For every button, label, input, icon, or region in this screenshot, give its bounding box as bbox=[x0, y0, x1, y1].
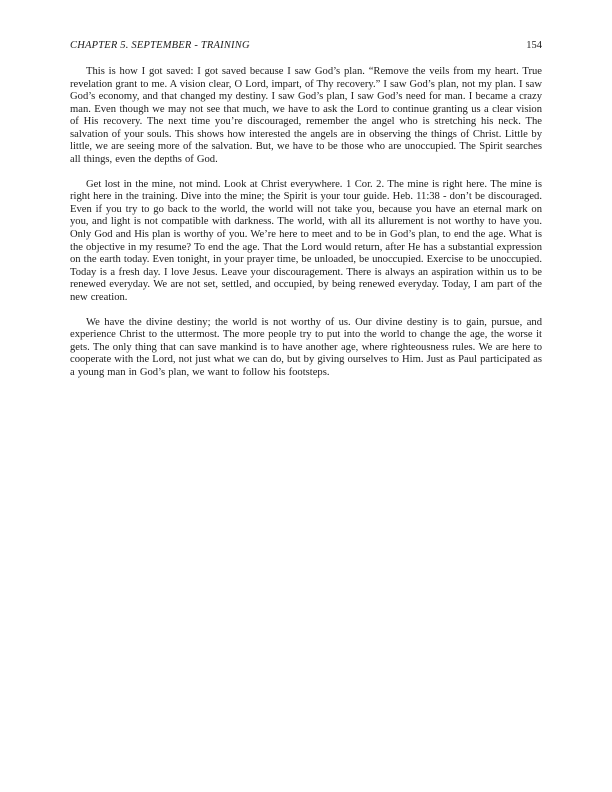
paragraph-1: This is how I got saved: I got saved because I saw God’s plan. “Remove the veils from my heart. True revelation grant to me. A vision clear, O Lord, impart, of Thy recovery.” I saw God’s plan, not my plan. I saw God’s economy, and that changed my destiny. I saw God’s plan, I saw God’s need for man. I became a crazy man. Even though we may not see that much, we have to ask the Lord to continue granting us a clear vision of His recovery. The next time you’re discouraged, remember the angel who is stretching his neck. The salvation of your souls. This shows how interested the angels are in observing the things of Christ. Little by little, we are seeing more of the salvation. But, we have to be those who are unoccupied. The Spirit searches all things, even the depths of God. bbox=[70, 66, 542, 165]
document-body bbox=[70, 66, 542, 392]
chapter-header-title: CHAPTER 5. SEPTEMBER - TRAINING bbox=[70, 40, 250, 51]
page-number: 154 bbox=[526, 40, 542, 51]
running-header bbox=[70, 40, 542, 51]
paragraph-2: Get lost in the mine, not mind. Look at Christ everywhere. 1 Cor. 2. The mine is right here. The mine is right here in the training. Dive into the mine; the Spirit is your tour guide. Heb. 11:38 - don’t be discouraged. Even if you try to go back to the world, the world will not take you, because you have an eternal mark on you, and light is not compatible with darkness. The world, with all its allurement is not worthy to have you. Only God and His plan is worthy of you. We’re here to meet and to be in God’s plan, to end the age. What is the objective in my resume? To end the age. That the Lord would return, after He has a substantial expression on the earth today. Even tonight, in your prayer time, be unloaded, be unoccupied. Exercise to be unoccupied. Today is a fresh day. I love Jesus. Leave your discouragement. There is always an aspiration within us to be renewed everyday. We are not set, settled, and occupied, by being renewed everyday. Today, I am part of the new creation. bbox=[70, 178, 542, 303]
paragraph-3: We have the divine destiny; the world is not worthy of us. Our divine destiny is to gain, pursue, and experience Christ to the uttermost. The more people try to put into the world to change the age, the worse it gets. The only thing that can save mankind is to have another age, where righteousness rules. We are here to cooperate with the Lord, not just what we can do, but by giving ourselves to Him. Just as Paul participated as a young man in God’s plan, we want to follow his footsteps. bbox=[70, 316, 542, 378]
